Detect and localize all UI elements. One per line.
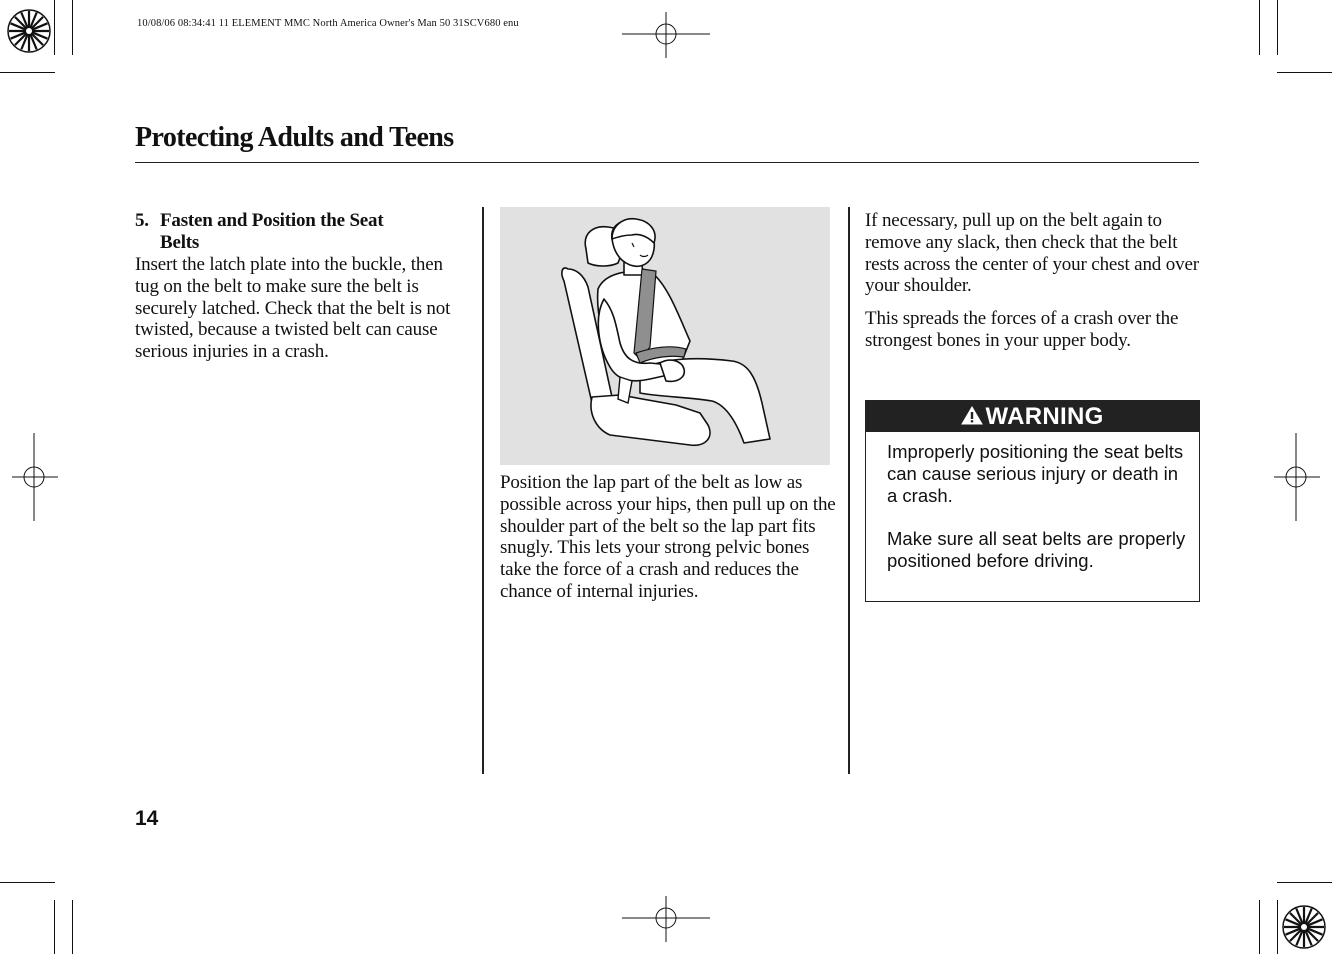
registration-crosshair-icon — [1274, 433, 1320, 521]
right-paragraph-2 — [865, 308, 1203, 352]
step-heading — [135, 210, 470, 254]
crop-line — [0, 882, 55, 883]
page-number: 14 — [135, 807, 159, 830]
warning-text-1: Improperly positioning the seat belts can cause serious injury or death in a crash. — [887, 441, 1184, 506]
crop-line — [72, 0, 73, 55]
step-body-text: Insert the latch plate into the buckle, then tug on the belt to make sure the belt is securely latched. Check that the belt is not twisted, because a twisted belt can cause serious injuries in a crash. — [135, 254, 451, 363]
lap-belt-text: Position the lap part of the belt as low as possible across your hips, then pull up on the shoulder part of the belt so the lap part fits snugly. This lets your strong pelvic bones take the force of a crash and reduces the chance of internal injuries. — [500, 472, 836, 602]
warning-text-2: Make sure all seat belts are properly positioned before driving. — [887, 528, 1186, 571]
slack-text: If necessary, pull up on the belt again to remove any slack, then check that the belt rests across the center of your chest and over your shoulder. — [865, 210, 1199, 297]
step-body — [135, 254, 470, 363]
seated-passenger-icon — [500, 207, 830, 465]
crop-line — [1277, 882, 1332, 883]
crop-line — [1259, 0, 1260, 55]
seatbelt-illustration — [500, 207, 830, 465]
right-paragraph-1 — [865, 210, 1203, 297]
crop-line — [1277, 900, 1278, 954]
crop-line — [0, 72, 55, 73]
warning-body — [887, 441, 1187, 572]
print-metadata: 10/08/06 08:34:41 11 ELEMENT MMC North America Owner's Man 50 31SCV680 enu — [137, 18, 519, 29]
crop-line — [1277, 72, 1332, 73]
warning-triangle-icon — [961, 406, 983, 425]
warning-header — [866, 401, 1199, 432]
crop-line — [72, 900, 73, 954]
step-number: 5. — [135, 210, 149, 231]
middle-body — [500, 472, 838, 603]
step-heading-line1: Fasten and Position the Seat — [160, 210, 384, 231]
crop-line — [1277, 0, 1278, 55]
warning-label: WARNING — [985, 403, 1104, 430]
crop-line — [54, 900, 55, 954]
crop-line — [1259, 900, 1260, 954]
registration-crosshair-icon — [622, 896, 710, 942]
registration-crosshair-icon — [12, 433, 58, 521]
column-divider — [482, 207, 484, 774]
page-title: Protecting Adults and Teens — [135, 122, 454, 153]
crop-line — [54, 0, 55, 55]
registration-starburst-icon — [1281, 904, 1327, 950]
registration-starburst-icon — [6, 8, 52, 54]
title-divider — [135, 162, 1199, 163]
step-heading-line2: Belts — [160, 232, 200, 253]
column-divider — [848, 207, 850, 774]
registration-crosshair-icon — [622, 12, 710, 58]
warning-box — [865, 400, 1200, 602]
forces-text: This spreads the forces of a crash over the strongest bones in your upper body. — [865, 308, 1179, 351]
